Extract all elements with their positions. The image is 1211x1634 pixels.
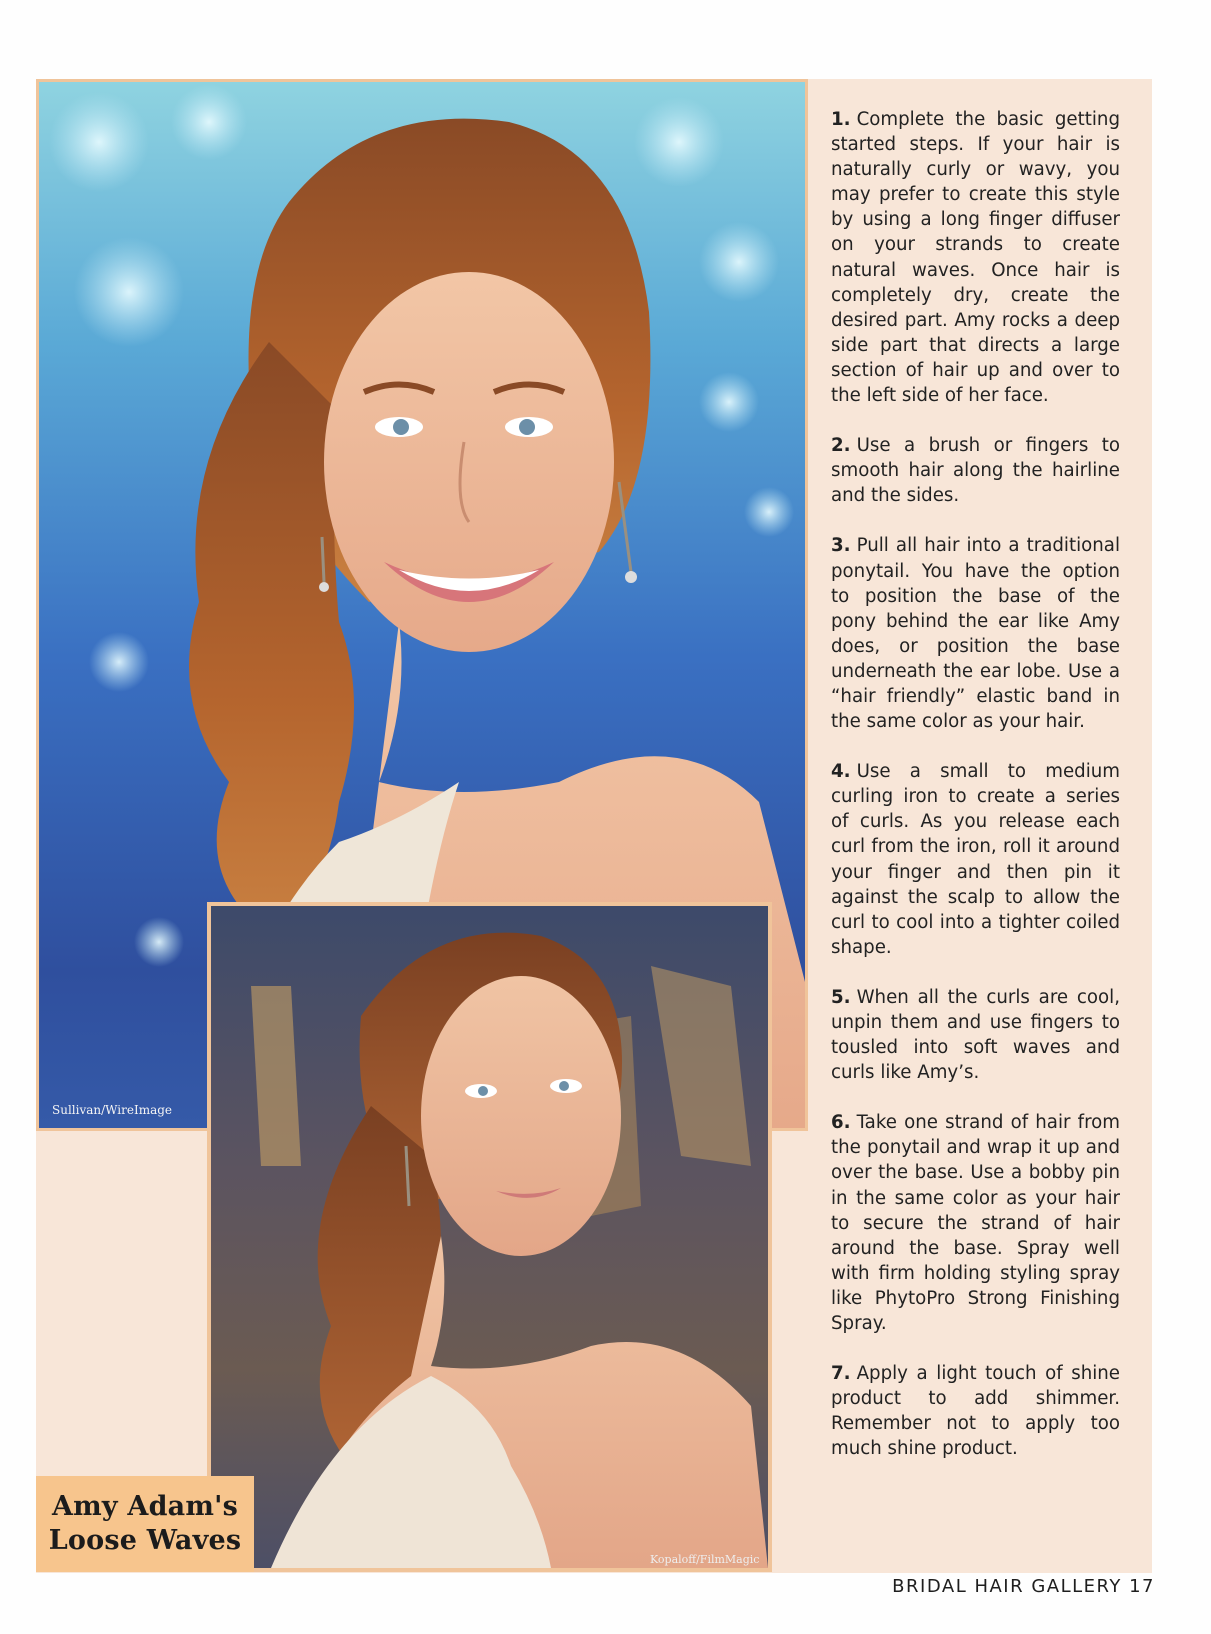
step-number: 1. bbox=[831, 109, 851, 130]
step-number: 7. bbox=[831, 1363, 851, 1385]
step-text: When all the curls are cool, unpin them and use fingers to tousled into soft waves and curls like Amy’s. bbox=[831, 986, 1120, 1084]
step-number: 2. bbox=[831, 435, 851, 457]
step-text: Take one strand of hair from the ponytail and wrap it up and over the base. Use a bobby pin in the same color as your hair to secure the strand of hair around the base. Spray well with firm holding styling spray like PhytoPro Strong Finishing Spray. bbox=[831, 1112, 1120, 1335]
inset-portrait-illustration bbox=[211, 906, 768, 1568]
step-5 bbox=[831, 985, 1120, 1085]
step-text: Complete the basic getting started steps. If your hair is naturally curly or wavy, you may prefer to create this style by using a long finger diffuser on your strands to create natural waves. Once hair is completely dry, create the desired part. Amy rocks a deep side part that directs a large section of hair up and over to the left side of her face. bbox=[831, 109, 1120, 407]
step-text: Pull all hair into a traditional ponytail. You have the option to position the base of the pony behind the ear like Amy does, or position the base underneath the ear lobe. Use a “hair friendly” elastic band in the same color as your hair. bbox=[831, 535, 1120, 733]
step-number: 4. bbox=[831, 761, 851, 783]
page-footer: BRIDAL HAIR GALLERY 17 bbox=[892, 1576, 1155, 1597]
step-4 bbox=[831, 759, 1120, 960]
main-photo-credit: Sullivan/WireImage bbox=[52, 1103, 173, 1117]
instruction-steps bbox=[831, 107, 1120, 1487]
inset-photo-credit: Kopaloff/FilmMagic bbox=[650, 1553, 760, 1566]
step-7 bbox=[831, 1361, 1120, 1461]
step-1 bbox=[831, 107, 1120, 408]
inset-portrait-photo bbox=[207, 902, 772, 1572]
step-number: 5. bbox=[831, 986, 851, 1008]
step-text: Apply a light touch of shine product to add shimmer. Remember not to apply too much shine product. bbox=[831, 1363, 1120, 1460]
step-text: Use a small to medium curling iron to create a series of curls. As you release each curl from the iron, roll it around your finger and then pin it against the scalp to allow the curl to cool into a tighter coiled shape. bbox=[831, 761, 1120, 958]
step-number: 6. bbox=[831, 1112, 851, 1134]
title-line-2: Loose Waves bbox=[48, 1525, 242, 1556]
step-number: 3. bbox=[831, 535, 851, 557]
step-3 bbox=[831, 533, 1120, 734]
article-title-box bbox=[36, 1476, 254, 1572]
step-6 bbox=[831, 1110, 1120, 1336]
title-line-1: Amy Adam's bbox=[52, 1491, 238, 1522]
step-2 bbox=[831, 433, 1120, 508]
step-text: Use a brush or fingers to smooth hair along the hairline and the sides. bbox=[831, 435, 1120, 507]
